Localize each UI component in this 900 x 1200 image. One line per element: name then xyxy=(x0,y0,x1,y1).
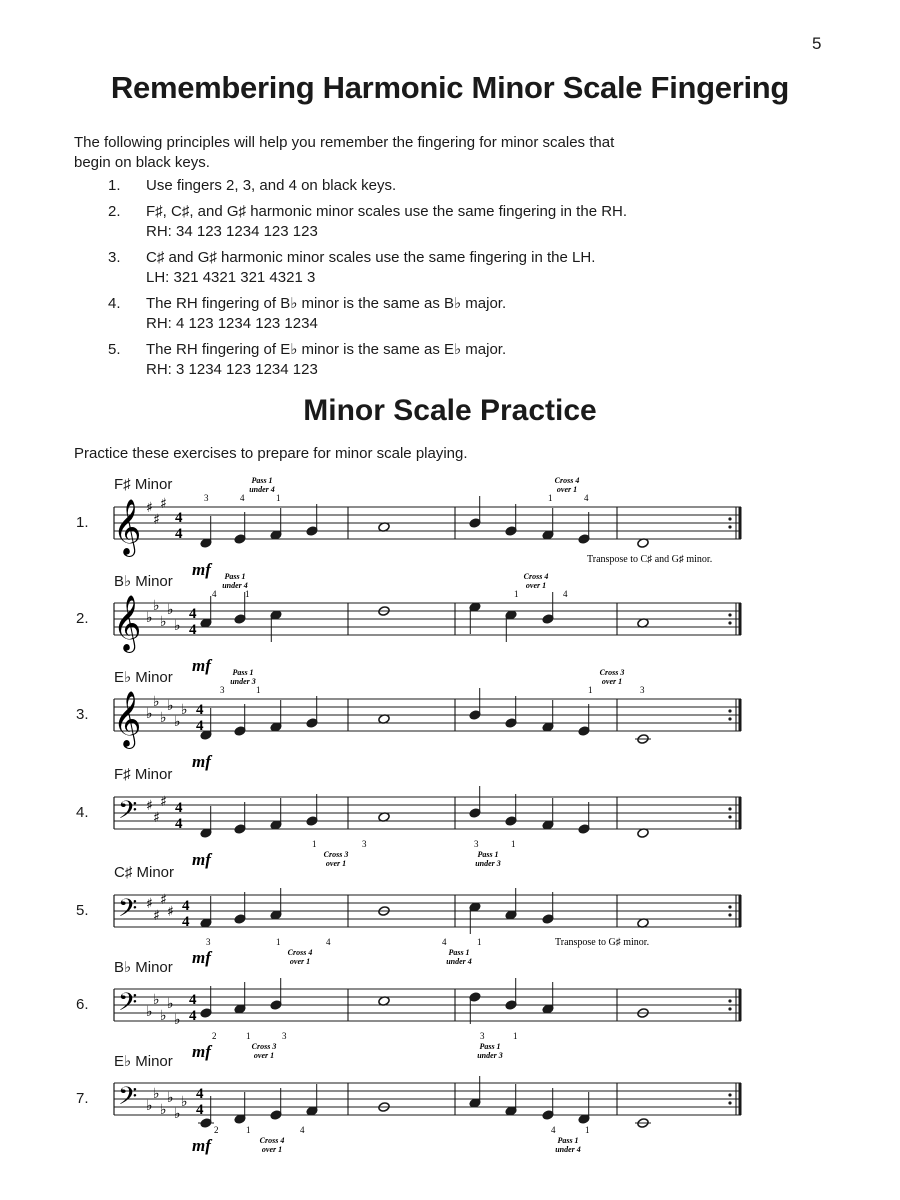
repeat-dot xyxy=(728,815,731,818)
technique-annotation: Cross 3 xyxy=(323,850,349,859)
repeat-dot xyxy=(728,905,731,908)
technique-annotation: over 1 xyxy=(556,485,578,494)
principle-number: 4. xyxy=(108,295,121,312)
sharp-icon: ♯ xyxy=(153,810,160,826)
fingering-number: 3 xyxy=(282,1031,287,1041)
principle-line: LH: 321 4321 321 4321 3 xyxy=(146,269,316,286)
technique-annotation: under 4 xyxy=(446,957,472,966)
technique-annotation: over 1 xyxy=(525,581,547,590)
technique-annotation: Pass 1 xyxy=(232,668,254,677)
transpose-note: Transpose to G♯ minor. xyxy=(555,937,650,948)
page-title: Remembering Harmonic Minor Scale Fingering xyxy=(110,70,790,105)
exercise-number: 1. xyxy=(76,514,89,531)
exercise-number: 7. xyxy=(76,1090,89,1107)
sharp-icon: ♯ xyxy=(146,798,153,814)
time-signature-bottom: 4 xyxy=(196,718,204,734)
principle-item xyxy=(108,202,627,242)
principle-line: C♯ and G♯ harmonic minor scales use the same fingering in the LH. xyxy=(146,249,596,266)
music-staff xyxy=(0,766,900,869)
repeat-dot xyxy=(728,807,731,810)
flat-icon: ♭ xyxy=(153,992,160,1008)
dynamic-marking: mf xyxy=(192,1136,211,1155)
principle-text xyxy=(146,248,595,288)
time-signature-top: 4 xyxy=(189,992,197,1008)
repeat-dot xyxy=(728,621,731,624)
fingering-number: 3 xyxy=(204,493,209,503)
fingering-number: 4 xyxy=(563,589,568,599)
principle-item xyxy=(108,176,627,196)
technique-annotation: under 3 xyxy=(475,859,501,868)
dynamic-marking: mf xyxy=(192,948,211,967)
fingering-number: 1 xyxy=(588,685,593,695)
fingering-number: 3 xyxy=(640,685,645,695)
principle-number: 2. xyxy=(108,203,121,220)
flat-icon: ♭ xyxy=(146,1098,153,1114)
technique-annotation: Cross 4 xyxy=(287,948,313,957)
fingering-number: 1 xyxy=(256,685,261,695)
flat-icon: ♭ xyxy=(160,614,167,630)
time-signature-top: 4 xyxy=(175,800,183,816)
principle-item xyxy=(108,294,627,334)
flat-icon: ♭ xyxy=(181,702,188,718)
time-signature-top: 4 xyxy=(189,606,197,622)
time-signature-bottom: 4 xyxy=(175,816,183,832)
bass-clef-icon: 𝄢 xyxy=(118,796,138,831)
exercise-number: 3. xyxy=(76,706,89,723)
fingering-number: 3 xyxy=(206,937,211,947)
repeat-dot xyxy=(728,1007,731,1010)
repeat-dot xyxy=(728,1093,731,1096)
time-signature-bottom: 4 xyxy=(182,914,190,930)
repeat-dot xyxy=(728,525,731,528)
exercise-label: E♭ Minor xyxy=(114,669,173,686)
exercise-number: 2. xyxy=(76,610,89,627)
time-signature-top: 4 xyxy=(196,1086,204,1102)
sharp-icon: ♯ xyxy=(160,892,167,908)
principle-line: RH: 4 123 1234 123 1234 xyxy=(146,315,318,332)
technique-annotation: Cross 4 xyxy=(523,572,549,581)
principle-line: The RH fingering of E♭ minor is the same as E♭ major. xyxy=(146,341,507,358)
fingering-number: 3 xyxy=(362,839,367,849)
flat-icon: ♭ xyxy=(160,1102,167,1118)
exercise-7 xyxy=(0,1052,900,1155)
sharp-icon: ♯ xyxy=(153,512,160,528)
fingering-number: 1 xyxy=(246,1031,251,1041)
repeat-dot xyxy=(728,913,731,916)
time-signature-bottom: 4 xyxy=(189,622,197,638)
dynamic-marking: mf xyxy=(192,752,211,771)
fingering-number: 3 xyxy=(474,839,479,849)
principle-line: RH: 3 1234 123 1234 123 xyxy=(146,361,318,378)
time-signature-bottom: 4 xyxy=(175,526,183,542)
technique-annotation: Cross 4 xyxy=(259,1136,285,1145)
sharp-icon: ♯ xyxy=(160,496,167,512)
exercise-number: 4. xyxy=(76,804,89,821)
technique-annotation: under 4 xyxy=(222,581,248,590)
flat-icon: ♭ xyxy=(174,618,181,634)
bass-clef-icon: 𝄢 xyxy=(118,894,138,929)
fingering-number: 4 xyxy=(326,937,331,947)
technique-annotation: Pass 1 xyxy=(477,850,499,859)
time-signature-bottom: 4 xyxy=(189,1008,197,1024)
technique-annotation: under 3 xyxy=(230,677,256,686)
fingering-number: 1 xyxy=(513,1031,518,1041)
fingering-number: 1 xyxy=(276,937,281,947)
principles-list xyxy=(108,176,627,386)
flat-icon: ♭ xyxy=(146,1004,153,1020)
music-staff xyxy=(0,1052,900,1155)
flat-icon: ♭ xyxy=(146,706,153,722)
fingering-number: 4 xyxy=(442,937,447,947)
exercise-1 xyxy=(0,476,900,579)
music-staff xyxy=(0,476,900,579)
fingering-number: 1 xyxy=(514,589,519,599)
principle-text xyxy=(146,202,627,242)
page-number: 5 xyxy=(812,34,822,53)
exercise-label: E♭ Minor xyxy=(114,1053,173,1070)
bass-clef-icon: 𝄢 xyxy=(118,1082,138,1117)
repeat-dot xyxy=(728,517,731,520)
exercise-3 xyxy=(0,668,900,771)
exercise-number: 6. xyxy=(76,996,89,1013)
fingering-number: 4 xyxy=(551,1125,556,1135)
principle-item xyxy=(108,248,627,288)
flat-icon: ♭ xyxy=(153,598,160,614)
fingering-number: 3 xyxy=(220,685,225,695)
flat-icon: ♭ xyxy=(174,1106,181,1122)
exercise-label: B♭ Minor xyxy=(114,959,173,976)
exercise-label: F♯ Minor xyxy=(114,476,173,493)
principle-line: F♯, C♯, and G♯ harmonic minor scales use the same fingering in the RH. xyxy=(146,203,628,220)
fingering-number: 3 xyxy=(480,1031,485,1041)
fingering-number: 1 xyxy=(246,1125,251,1135)
flat-icon: ♭ xyxy=(146,610,153,626)
fingering-number: 1 xyxy=(511,839,516,849)
technique-annotation: Pass 1 xyxy=(448,948,470,957)
exercise-label: C♯ Minor xyxy=(114,864,175,881)
intro-line: begin on black keys. xyxy=(74,154,210,171)
transpose-note: Transpose to C♯ and G♯ minor. xyxy=(587,554,713,565)
technique-annotation: under 4 xyxy=(555,1145,581,1154)
principle-text xyxy=(146,294,506,334)
technique-annotation: Pass 1 xyxy=(251,476,273,485)
principle-line: The RH fingering of B♭ minor is the same as B♭ major. xyxy=(146,295,507,312)
repeat-dot xyxy=(728,999,731,1002)
technique-annotation: under 3 xyxy=(477,1051,503,1060)
technique-annotation: over 1 xyxy=(289,957,311,966)
dynamic-marking: mf xyxy=(192,1042,211,1061)
fingering-number: 2 xyxy=(212,1031,217,1041)
sharp-icon: ♯ xyxy=(146,896,153,912)
time-signature-top: 4 xyxy=(196,702,204,718)
time-signature-top: 4 xyxy=(182,898,190,914)
technique-annotation: over 1 xyxy=(253,1051,275,1060)
technique-annotation: Pass 1 xyxy=(224,572,246,581)
technique-annotation: Cross 4 xyxy=(554,476,580,485)
technique-annotation: over 1 xyxy=(601,677,623,686)
exercise-label: B♭ Minor xyxy=(114,573,173,590)
fingering-number: 1 xyxy=(548,493,553,503)
principle-line: RH: 34 123 1234 123 123 xyxy=(146,223,318,240)
bass-clef-icon: 𝄢 xyxy=(118,988,138,1023)
intro-paragraph xyxy=(74,133,714,173)
principle-item xyxy=(108,340,627,380)
principle-number: 3. xyxy=(108,249,121,266)
principle-number: 5. xyxy=(108,341,121,358)
exercise-6 xyxy=(0,958,900,1061)
sharp-icon: ♯ xyxy=(167,904,174,920)
fingering-number: 4 xyxy=(212,589,217,599)
technique-annotation: Pass 1 xyxy=(479,1042,501,1051)
repeat-dot xyxy=(728,1101,731,1104)
technique-annotation: over 1 xyxy=(325,859,347,868)
flat-icon: ♭ xyxy=(174,1012,181,1028)
technique-annotation: Cross 3 xyxy=(599,668,625,677)
exercise-label: F♯ Minor xyxy=(114,766,173,783)
flat-icon: ♭ xyxy=(167,698,174,714)
fingering-number: 1 xyxy=(477,937,482,947)
flat-icon: ♭ xyxy=(174,714,181,730)
principle-text xyxy=(146,176,396,196)
time-signature-top: 4 xyxy=(175,510,183,526)
sharp-icon: ♯ xyxy=(153,908,160,924)
treble-clef-icon: 𝄞 xyxy=(113,595,142,651)
technique-annotation: Cross 3 xyxy=(251,1042,277,1051)
technique-annotation: under 4 xyxy=(249,485,275,494)
fingering-number: 4 xyxy=(300,1125,305,1135)
section-intro: Practice these exercises to prepare for minor scale playing. xyxy=(74,445,468,462)
treble-clef-icon: 𝄞 xyxy=(113,691,142,747)
flat-icon: ♭ xyxy=(153,1086,160,1102)
fingering-number: 1 xyxy=(585,1125,590,1135)
fingering-number: 1 xyxy=(276,493,281,503)
dynamic-marking: mf xyxy=(192,850,211,869)
flat-icon: ♭ xyxy=(167,602,174,618)
music-staff xyxy=(0,668,900,771)
flat-icon: ♭ xyxy=(167,1090,174,1106)
repeat-dot xyxy=(728,709,731,712)
exercise-4 xyxy=(0,766,900,869)
dynamic-marking: mf xyxy=(192,656,211,675)
principle-text xyxy=(146,340,506,380)
fingering-number: 1 xyxy=(245,589,250,599)
music-staff xyxy=(0,864,900,967)
flat-icon: ♭ xyxy=(167,996,174,1012)
treble-clef-icon: 𝄞 xyxy=(113,499,142,555)
exercise-number: 5. xyxy=(76,902,89,919)
technique-annotation: over 1 xyxy=(261,1145,283,1154)
repeat-dot xyxy=(728,613,731,616)
sharp-icon: ♯ xyxy=(160,794,167,810)
time-signature-bottom: 4 xyxy=(196,1102,204,1118)
repeat-dot xyxy=(728,717,731,720)
technique-annotation: Pass 1 xyxy=(557,1136,579,1145)
dynamic-marking: mf xyxy=(192,560,211,579)
flat-icon: ♭ xyxy=(181,1094,188,1110)
principle-number: 1. xyxy=(108,177,121,194)
music-staff xyxy=(0,958,900,1061)
fingering-number: 2 xyxy=(214,1125,219,1135)
fingering-number: 4 xyxy=(240,493,245,503)
flat-icon: ♭ xyxy=(160,710,167,726)
section-title: Minor Scale Practice xyxy=(303,394,597,427)
flat-icon: ♭ xyxy=(160,1008,167,1024)
sharp-icon: ♯ xyxy=(146,500,153,516)
exercise-5 xyxy=(0,864,900,967)
flat-icon: ♭ xyxy=(153,694,160,710)
fingering-number: 1 xyxy=(312,839,317,849)
fingering-number: 4 xyxy=(584,493,589,503)
intro-line: The following principles will help you remember the fingering for minor scales that xyxy=(74,134,615,151)
principle-line: Use fingers 2, 3, and 4 on black keys. xyxy=(146,177,397,194)
